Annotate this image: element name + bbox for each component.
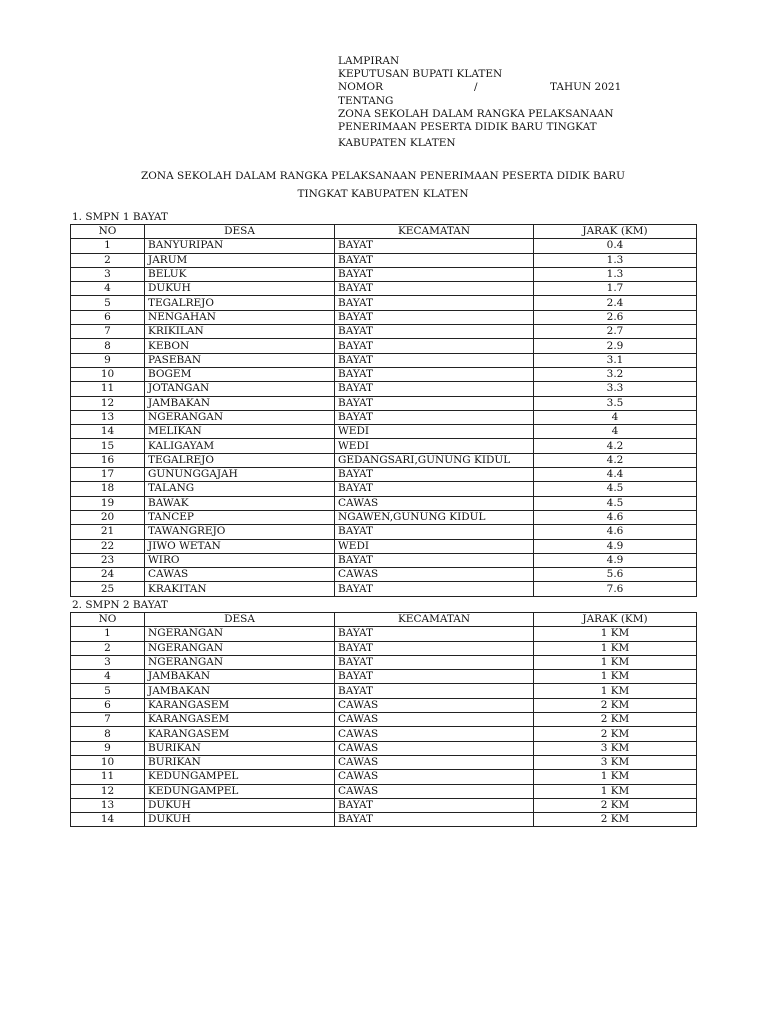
cell-desa: MELIKAN bbox=[145, 425, 335, 439]
cell-kecamatan: BAYAT bbox=[335, 410, 534, 424]
cell-kecamatan: BAYAT bbox=[335, 553, 534, 567]
col-header-no: NO bbox=[71, 225, 145, 239]
cell-no: 14 bbox=[71, 425, 145, 439]
col-header-desa: DESA bbox=[145, 225, 335, 239]
cell-kecamatan: BAYAT bbox=[335, 655, 534, 669]
cell-desa: KARANGASEM bbox=[145, 727, 335, 741]
cell-jarak: 1.7 bbox=[534, 282, 697, 296]
cell-desa: KARANGASEM bbox=[145, 698, 335, 712]
table-row bbox=[71, 439, 697, 453]
cell-kecamatan: BAYAT bbox=[335, 282, 534, 296]
col-header-jarak: JARAK (KM) bbox=[534, 613, 697, 627]
cell-jarak: 1 KM bbox=[534, 670, 697, 684]
table-row bbox=[71, 670, 697, 684]
cell-jarak: 3.5 bbox=[534, 396, 697, 410]
cell-jarak: 1.3 bbox=[534, 267, 697, 281]
cell-kecamatan: CAWAS bbox=[335, 727, 534, 741]
cell-no: 10 bbox=[71, 755, 145, 769]
table-row bbox=[71, 539, 697, 553]
zone-table-smpn-1 bbox=[70, 224, 697, 597]
cell-kecamatan: CAWAS bbox=[335, 755, 534, 769]
cell-no: 6 bbox=[71, 310, 145, 324]
cell-kecamatan: BAYAT bbox=[335, 813, 534, 827]
cell-desa: DUKUH bbox=[145, 798, 335, 812]
cell-kecamatan: BAYAT bbox=[335, 382, 534, 396]
cell-desa: NGERANGAN bbox=[145, 410, 335, 424]
cell-desa: JAMBAKAN bbox=[145, 670, 335, 684]
cell-no: 7 bbox=[71, 325, 145, 339]
cell-kecamatan: BAYAT bbox=[335, 239, 534, 253]
cell-jarak: 1 KM bbox=[534, 627, 697, 641]
cell-jarak: 4 bbox=[534, 425, 697, 439]
cell-kecamatan: BAYAT bbox=[335, 267, 534, 281]
cell-kecamatan: WEDI bbox=[335, 439, 534, 453]
cell-jarak: 1 KM bbox=[534, 684, 697, 698]
table-row bbox=[71, 755, 697, 769]
table-row bbox=[71, 453, 697, 467]
table-row bbox=[71, 798, 697, 812]
cell-kecamatan: NGAWEN,GUNUNG KIDUL bbox=[335, 510, 534, 524]
cell-desa: NENGAHAN bbox=[145, 310, 335, 324]
nomor-label: NOMOR bbox=[338, 81, 384, 94]
cell-desa: CAWAS bbox=[145, 568, 335, 582]
cell-kecamatan: BAYAT bbox=[335, 468, 534, 482]
cell-no: 23 bbox=[71, 553, 145, 567]
cell-desa: BELUK bbox=[145, 267, 335, 281]
cell-no: 1 bbox=[71, 239, 145, 253]
header-subject-line-2: PENERIMAAN PESERTA DIDIK BARU TINGKAT bbox=[338, 121, 597, 133]
cell-kecamatan: CAWAS bbox=[335, 741, 534, 755]
cell-desa: NGERANGAN bbox=[145, 627, 335, 641]
header-tentang: TENTANG bbox=[338, 94, 394, 107]
table-row bbox=[71, 425, 697, 439]
cell-no: 22 bbox=[71, 539, 145, 553]
table-row bbox=[71, 296, 697, 310]
cell-jarak: 3.2 bbox=[534, 367, 697, 381]
cell-jarak: 4.6 bbox=[534, 510, 697, 524]
table-row bbox=[71, 496, 697, 510]
cell-no: 13 bbox=[71, 798, 145, 812]
table-row bbox=[71, 396, 697, 410]
col-header-jarak: JARAK (KM) bbox=[534, 225, 697, 239]
cell-no: 8 bbox=[71, 727, 145, 741]
table-row bbox=[71, 713, 697, 727]
cell-jarak: 2 KM bbox=[534, 698, 697, 712]
nomor-slash: / bbox=[474, 81, 478, 94]
cell-jarak: 0.4 bbox=[534, 239, 697, 253]
cell-kecamatan: BAYAT bbox=[335, 525, 534, 539]
cell-jarak: 1.3 bbox=[534, 253, 697, 267]
cell-desa: JOTANGAN bbox=[145, 382, 335, 396]
col-header-kecamatan: KECAMATAN bbox=[335, 225, 534, 239]
cell-jarak: 7.6 bbox=[534, 582, 697, 596]
title-line-1: ZONA SEKOLAH DALAM RANGKA PELAKSANAAN PENERIMAAN PESERTA DIDIK BARU bbox=[140, 170, 626, 182]
header-line-lampiran: LAMPIRAN bbox=[338, 55, 400, 67]
col-header-desa: DESA bbox=[145, 613, 335, 627]
cell-desa: KALIGAYAM bbox=[145, 439, 335, 453]
cell-no: 16 bbox=[71, 453, 145, 467]
title-line-2: TINGKAT KABUPATEN KLATEN bbox=[297, 188, 469, 200]
cell-kecamatan: CAWAS bbox=[335, 784, 534, 798]
cell-jarak: 4.5 bbox=[534, 482, 697, 496]
cell-desa: DUKUH bbox=[145, 282, 335, 296]
header-subject-line-1: ZONA SEKOLAH DALAM RANGKA PELAKSANAAN bbox=[338, 107, 614, 120]
table-row bbox=[71, 382, 697, 396]
cell-kecamatan: CAWAS bbox=[335, 770, 534, 784]
section-label-smpn-1: 1. SMPN 1 BAYAT bbox=[72, 211, 168, 223]
table-row bbox=[71, 727, 697, 741]
header-line-keputusan: KEPUTUSAN BUPATI KLATEN bbox=[338, 68, 503, 81]
table-row bbox=[71, 410, 697, 424]
table-row bbox=[71, 267, 697, 281]
cell-no: 17 bbox=[71, 468, 145, 482]
cell-jarak: 4.5 bbox=[534, 496, 697, 510]
cell-no: 10 bbox=[71, 367, 145, 381]
cell-no: 14 bbox=[71, 813, 145, 827]
cell-no: 15 bbox=[71, 439, 145, 453]
cell-no: 19 bbox=[71, 496, 145, 510]
table-row bbox=[71, 655, 697, 669]
cell-no: 9 bbox=[71, 741, 145, 755]
cell-kecamatan: BAYAT bbox=[335, 253, 534, 267]
table-row bbox=[71, 684, 697, 698]
cell-jarak: 1 KM bbox=[534, 655, 697, 669]
table-row bbox=[71, 367, 697, 381]
table-row bbox=[71, 568, 697, 582]
table-header-row bbox=[71, 613, 697, 627]
table-row bbox=[71, 784, 697, 798]
cell-kecamatan: BAYAT bbox=[335, 353, 534, 367]
cell-no: 11 bbox=[71, 770, 145, 784]
header-nomor-line bbox=[338, 81, 658, 94]
cell-kecamatan: BAYAT bbox=[335, 325, 534, 339]
table-row bbox=[71, 813, 697, 827]
table-row bbox=[71, 510, 697, 524]
table-body-smpn-2 bbox=[71, 627, 697, 827]
cell-desa: BOGEM bbox=[145, 367, 335, 381]
cell-no: 12 bbox=[71, 784, 145, 798]
cell-jarak: 2.6 bbox=[534, 310, 697, 324]
cell-jarak: 2 KM bbox=[534, 813, 697, 827]
cell-jarak: 4.2 bbox=[534, 439, 697, 453]
cell-jarak: 1 KM bbox=[534, 784, 697, 798]
cell-no: 9 bbox=[71, 353, 145, 367]
cell-no: 1 bbox=[71, 627, 145, 641]
cell-no: 7 bbox=[71, 713, 145, 727]
cell-desa: DUKUH bbox=[145, 813, 335, 827]
cell-desa: KARANGASEM bbox=[145, 713, 335, 727]
cell-jarak: 3 KM bbox=[534, 755, 697, 769]
cell-no: 2 bbox=[71, 641, 145, 655]
header-subject-line-3: KABUPATEN KLATEN bbox=[338, 137, 456, 150]
col-header-no: NO bbox=[71, 613, 145, 627]
cell-desa: TEGALREJO bbox=[145, 296, 335, 310]
cell-no: 12 bbox=[71, 396, 145, 410]
cell-no: 18 bbox=[71, 482, 145, 496]
cell-no: 11 bbox=[71, 382, 145, 396]
cell-jarak: 3.3 bbox=[534, 382, 697, 396]
cell-no: 3 bbox=[71, 655, 145, 669]
cell-desa: KRIKILAN bbox=[145, 325, 335, 339]
cell-desa: KEBON bbox=[145, 339, 335, 353]
cell-no: 24 bbox=[71, 568, 145, 582]
table-row bbox=[71, 641, 697, 655]
cell-kecamatan: CAWAS bbox=[335, 713, 534, 727]
table-row bbox=[71, 282, 697, 296]
cell-kecamatan: BAYAT bbox=[335, 339, 534, 353]
cell-no: 6 bbox=[71, 698, 145, 712]
cell-jarak: 3 KM bbox=[534, 741, 697, 755]
table-row bbox=[71, 353, 697, 367]
cell-jarak: 4.6 bbox=[534, 525, 697, 539]
cell-kecamatan: BAYAT bbox=[335, 310, 534, 324]
cell-jarak: 4.4 bbox=[534, 468, 697, 482]
cell-jarak: 1 KM bbox=[534, 770, 697, 784]
table-row bbox=[71, 525, 697, 539]
cell-jarak: 4.2 bbox=[534, 453, 697, 467]
cell-kecamatan: BAYAT bbox=[335, 367, 534, 381]
table-row bbox=[71, 627, 697, 641]
cell-jarak: 1 KM bbox=[534, 641, 697, 655]
table-row bbox=[71, 339, 697, 353]
cell-no: 13 bbox=[71, 410, 145, 424]
col-header-kecamatan: KECAMATAN bbox=[335, 613, 534, 627]
cell-kecamatan: BAYAT bbox=[335, 296, 534, 310]
cell-no: 5 bbox=[71, 684, 145, 698]
cell-kecamatan: BAYAT bbox=[335, 482, 534, 496]
cell-desa: JARUM bbox=[145, 253, 335, 267]
cell-kecamatan: BAYAT bbox=[335, 641, 534, 655]
cell-kecamatan: BAYAT bbox=[335, 627, 534, 641]
table-body-smpn-1 bbox=[71, 239, 697, 596]
cell-jarak: 2.4 bbox=[534, 296, 697, 310]
cell-kecamatan: CAWAS bbox=[335, 568, 534, 582]
table-row bbox=[71, 553, 697, 567]
cell-jarak: 2 KM bbox=[534, 798, 697, 812]
cell-jarak: 2 KM bbox=[534, 713, 697, 727]
cell-desa: BANYURIPAN bbox=[145, 239, 335, 253]
cell-jarak: 2.9 bbox=[534, 339, 697, 353]
cell-desa: KEDUNGAMPEL bbox=[145, 770, 335, 784]
cell-jarak: 4 bbox=[534, 410, 697, 424]
cell-no: 2 bbox=[71, 253, 145, 267]
cell-desa: TANCEP bbox=[145, 510, 335, 524]
cell-desa: WIRO bbox=[145, 553, 335, 567]
cell-jarak: 5.6 bbox=[534, 568, 697, 582]
section-label-smpn-2: 2. SMPN 2 BAYAT bbox=[72, 599, 168, 611]
document-header bbox=[338, 55, 658, 150]
cell-desa: KEDUNGAMPEL bbox=[145, 784, 335, 798]
cell-desa: NGERANGAN bbox=[145, 641, 335, 655]
cell-no: 4 bbox=[71, 670, 145, 684]
cell-no: 25 bbox=[71, 582, 145, 596]
table-row bbox=[71, 468, 697, 482]
cell-kecamatan: BAYAT bbox=[335, 670, 534, 684]
tahun-label: TAHUN 2021 bbox=[550, 81, 622, 94]
cell-jarak: 2.7 bbox=[534, 325, 697, 339]
cell-desa: TAWANGREJO bbox=[145, 525, 335, 539]
cell-kecamatan: GEDANGSARI,GUNUNG KIDUL bbox=[335, 453, 534, 467]
cell-desa: GUNUNGGAJAH bbox=[145, 468, 335, 482]
cell-no: 5 bbox=[71, 296, 145, 310]
document-title bbox=[70, 167, 696, 203]
table-row bbox=[71, 325, 697, 339]
table-row bbox=[71, 239, 697, 253]
cell-desa: TALANG bbox=[145, 482, 335, 496]
cell-desa: PASEBAN bbox=[145, 353, 335, 367]
cell-desa: TEGALREJO bbox=[145, 453, 335, 467]
cell-jarak: 4.9 bbox=[534, 539, 697, 553]
table-row bbox=[71, 582, 697, 596]
cell-kecamatan: BAYAT bbox=[335, 798, 534, 812]
cell-no: 21 bbox=[71, 525, 145, 539]
table-row bbox=[71, 770, 697, 784]
cell-kecamatan: CAWAS bbox=[335, 496, 534, 510]
cell-desa: BURIKAN bbox=[145, 755, 335, 769]
cell-kecamatan: BAYAT bbox=[335, 396, 534, 410]
table-header-row bbox=[71, 225, 697, 239]
cell-kecamatan: CAWAS bbox=[335, 698, 534, 712]
cell-no: 4 bbox=[71, 282, 145, 296]
cell-desa: JAMBAKAN bbox=[145, 684, 335, 698]
table-row bbox=[71, 482, 697, 496]
table-row bbox=[71, 310, 697, 324]
zone-table-smpn-2 bbox=[70, 612, 697, 827]
cell-desa: NGERANGAN bbox=[145, 655, 335, 669]
cell-desa: KRAKITAN bbox=[145, 582, 335, 596]
cell-desa: BURIKAN bbox=[145, 741, 335, 755]
cell-desa: BAWAK bbox=[145, 496, 335, 510]
table-row bbox=[71, 741, 697, 755]
cell-kecamatan: BAYAT bbox=[335, 684, 534, 698]
cell-kecamatan: BAYAT bbox=[335, 582, 534, 596]
cell-no: 20 bbox=[71, 510, 145, 524]
cell-no: 8 bbox=[71, 339, 145, 353]
cell-desa: JIWO WETAN bbox=[145, 539, 335, 553]
cell-kecamatan: WEDI bbox=[335, 539, 534, 553]
cell-jarak: 4.9 bbox=[534, 553, 697, 567]
cell-kecamatan: WEDI bbox=[335, 425, 534, 439]
cell-desa: JAMBAKAN bbox=[145, 396, 335, 410]
cell-jarak: 3.1 bbox=[534, 353, 697, 367]
table-row bbox=[71, 698, 697, 712]
cell-jarak: 2 KM bbox=[534, 727, 697, 741]
cell-no: 3 bbox=[71, 267, 145, 281]
table-row bbox=[71, 253, 697, 267]
